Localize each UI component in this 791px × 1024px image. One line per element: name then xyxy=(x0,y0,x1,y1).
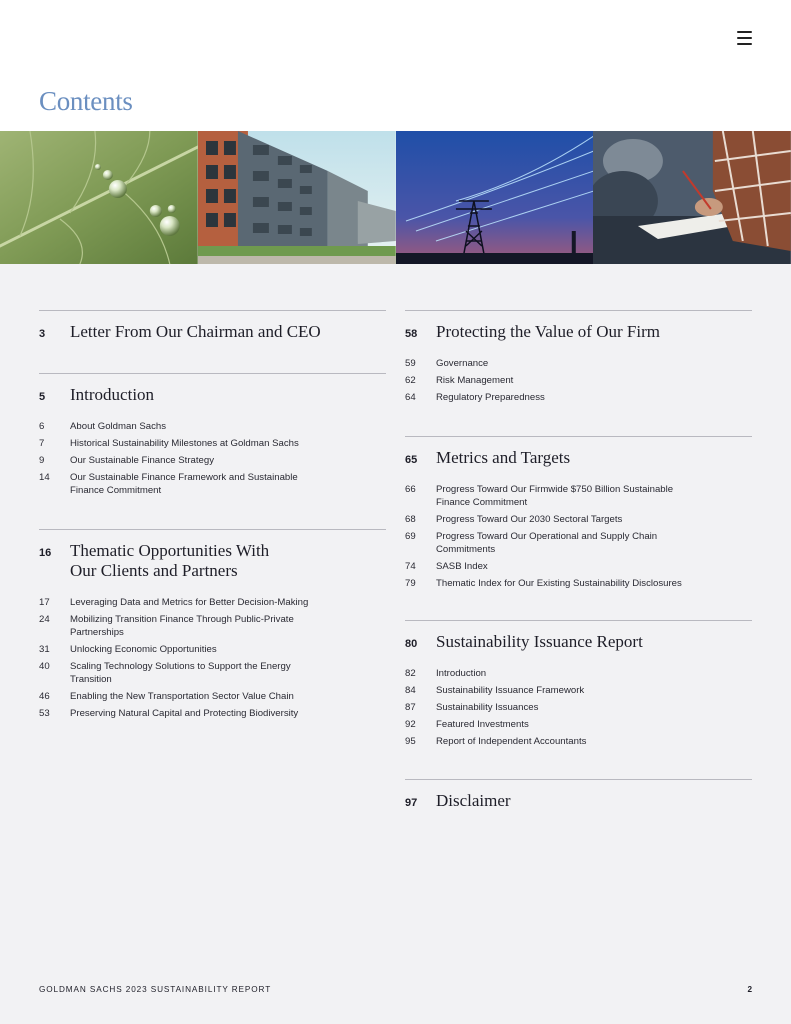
subitem-link[interactable]: Unlocking Economic Opportunities xyxy=(70,644,217,655)
section-link[interactable]: Thematic Opportunities With Our Clients and Partners xyxy=(70,541,270,580)
toc-subitem[interactable] xyxy=(39,707,334,720)
subitem-link[interactable]: Our Sustainable Finance Framework and Sustainable Finance Commitment xyxy=(70,472,298,496)
subitem-link[interactable]: Historical Sustainability Milestones at Goldman Sachs xyxy=(70,438,299,449)
power-transmission-tower-image xyxy=(396,131,594,264)
section-link[interactable]: Introduction xyxy=(70,385,155,404)
section-title[interactable] xyxy=(436,791,511,811)
subitem-page-number: 74 xyxy=(405,561,416,572)
subitem-page-number: 95 xyxy=(405,736,416,747)
section-link[interactable]: Sustainability Issuance Report xyxy=(436,632,643,651)
section-subitems xyxy=(405,483,705,594)
toc-subitem[interactable] xyxy=(39,660,314,686)
subitem-page-number: 66 xyxy=(405,484,416,495)
toc-subitem[interactable] xyxy=(405,357,695,370)
section-title[interactable] xyxy=(70,385,154,405)
subitem-link[interactable]: Enabling the New Transportation Sector Value Chain xyxy=(70,691,294,702)
toc-subitem[interactable] xyxy=(39,613,314,639)
subitem-page-number: 7 xyxy=(39,438,45,449)
toc-subitem[interactable] xyxy=(39,454,314,467)
subitem-page-number: 9 xyxy=(39,455,45,466)
section-link[interactable]: Metrics and Targets xyxy=(436,448,571,467)
section-title[interactable] xyxy=(70,541,270,581)
section-title[interactable] xyxy=(436,632,643,652)
section-title[interactable] xyxy=(436,322,660,342)
hamburger-menu-icon[interactable] xyxy=(737,31,752,45)
subitem-page-number: 6 xyxy=(39,421,45,432)
toc-subitem[interactable] xyxy=(405,513,705,526)
subitem-page-number: 40 xyxy=(39,661,50,672)
subitem-page-number: 84 xyxy=(405,685,416,696)
section-title[interactable] xyxy=(436,448,570,468)
subitem-link[interactable]: Featured Investments xyxy=(436,719,529,730)
toc-section-introduction xyxy=(39,373,386,523)
section-subitems xyxy=(405,357,695,408)
section-page-number: 58 xyxy=(405,328,418,340)
section-page-number: 97 xyxy=(405,797,418,809)
subitem-link[interactable]: Progress Toward Our Operational and Supply Chain Commitments xyxy=(436,531,658,555)
toc-subitem[interactable] xyxy=(405,718,695,731)
subitem-link[interactable]: Mobilizing Transition Finance Through Public-Private Partnerships xyxy=(70,614,294,638)
section-page-number: 80 xyxy=(405,638,418,650)
subitem-link[interactable]: Our Sustainable Finance Strategy xyxy=(70,455,214,466)
toc-subitem[interactable] xyxy=(405,701,695,714)
section-link[interactable]: Disclaimer xyxy=(436,791,511,810)
toc-subitem[interactable] xyxy=(39,643,334,656)
toc-subitem[interactable] xyxy=(39,690,334,703)
section-subitems xyxy=(39,420,314,501)
section-page-number: 3 xyxy=(39,328,46,340)
toc-subitem[interactable] xyxy=(405,391,695,404)
toc-section-protecting-value xyxy=(405,310,752,430)
toc-subitem[interactable] xyxy=(405,374,695,387)
subitem-link[interactable]: Sustainability Issuance Framework xyxy=(436,685,585,696)
subitem-link[interactable]: Scaling Technology Solutions to Support the Energy Transition xyxy=(70,661,291,685)
subitem-link[interactable]: Governance xyxy=(436,358,489,369)
subitem-link[interactable]: About Goldman Sachs xyxy=(70,421,166,432)
toc-subitem[interactable] xyxy=(405,667,695,680)
section-page-number: 16 xyxy=(39,547,52,559)
hero-image-strip xyxy=(0,131,791,264)
subitem-page-number: 64 xyxy=(405,392,416,403)
subitem-page-number: 92 xyxy=(405,719,416,730)
subitem-link[interactable]: Regulatory Preparedness xyxy=(436,392,545,403)
footer-page-number: 2 xyxy=(747,985,752,994)
toc-subitem[interactable] xyxy=(405,684,695,697)
subitem-link[interactable]: Risk Management xyxy=(436,375,514,386)
toc-section-disclaimer xyxy=(405,779,752,829)
leaf-with-water-droplets-image xyxy=(0,131,198,264)
section-link[interactable]: Protecting the Value of Our Firm xyxy=(436,322,660,341)
subitem-page-number: 14 xyxy=(39,472,50,483)
subitem-page-number: 46 xyxy=(39,691,50,702)
toc-section-thematic-opportunities xyxy=(39,529,386,729)
subitem-link[interactable]: Leveraging Data and Metrics for Better Decision-Making xyxy=(70,597,309,608)
subitem-link[interactable]: Progress Toward Our 2030 Sectoral Targets xyxy=(436,514,623,525)
footer-report-title: GOLDMAN SACHS 2023 SUSTAINABILITY REPORT xyxy=(39,985,272,994)
subitem-link[interactable]: Progress Toward Our Firmwide $750 Billion Sustainable Finance Commitment xyxy=(436,484,674,508)
subitem-page-number: 82 xyxy=(405,668,416,679)
toc-section-metrics-targets xyxy=(405,436,752,616)
section-title[interactable] xyxy=(70,322,321,342)
toc-subitem[interactable] xyxy=(39,420,314,433)
toc-section-sustainability-issuance xyxy=(405,620,752,770)
section-page-number: 5 xyxy=(39,391,46,403)
subitem-page-number: 69 xyxy=(405,531,416,542)
subitem-link[interactable]: Sustainability Issuances xyxy=(436,702,539,713)
toc-section-letter xyxy=(39,310,386,374)
toc-subitem[interactable] xyxy=(405,483,695,509)
subitem-link[interactable]: Thematic Index for Our Existing Sustainability Disclosures xyxy=(436,578,682,589)
subitem-link[interactable]: Preserving Natural Capital and Protecting Biodiversity xyxy=(70,708,299,719)
subitem-link[interactable]: Report of Independent Accountants xyxy=(436,736,587,747)
subitem-page-number: 24 xyxy=(39,614,50,625)
subitem-page-number: 87 xyxy=(405,702,416,713)
subitem-page-number: 62 xyxy=(405,375,416,386)
toc-subitem[interactable] xyxy=(405,577,705,590)
toc-subitem[interactable] xyxy=(405,560,705,573)
person-writing-in-classroom-image xyxy=(593,131,791,264)
subitem-page-number: 31 xyxy=(39,644,50,655)
toc-subitem[interactable] xyxy=(405,530,680,556)
toc-subitem[interactable] xyxy=(39,596,334,609)
toc-subitem[interactable] xyxy=(405,735,695,748)
subitem-link[interactable]: SASB Index xyxy=(436,561,488,572)
toc-subitem[interactable] xyxy=(39,471,314,497)
section-link[interactable]: Letter From Our Chairman and CEO xyxy=(70,322,321,341)
section-subitems xyxy=(39,596,334,724)
toc-subitem[interactable] xyxy=(39,437,314,450)
subitem-page-number: 59 xyxy=(405,358,416,369)
section-page-number: 65 xyxy=(405,454,418,466)
subitem-page-number: 79 xyxy=(405,578,416,589)
subitem-page-number: 53 xyxy=(39,708,50,719)
page-title: Contents xyxy=(39,86,133,116)
subitem-page-number: 17 xyxy=(39,597,50,608)
section-subitems xyxy=(405,667,695,752)
subitem-link[interactable]: Introduction xyxy=(436,668,487,679)
modern-apartment-buildings-image xyxy=(198,131,396,264)
subitem-page-number: 68 xyxy=(405,514,416,525)
